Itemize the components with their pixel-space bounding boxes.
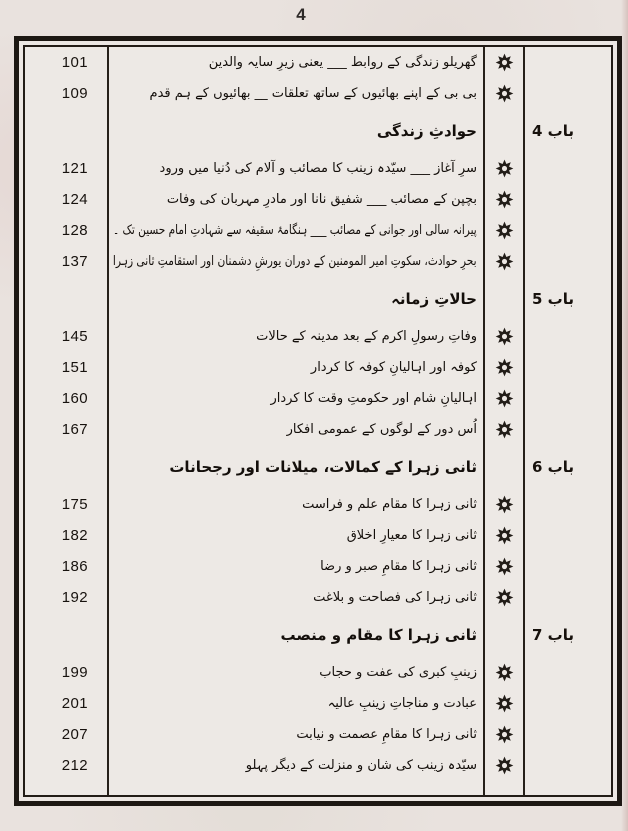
flower-bullet-icon [495, 53, 514, 72]
toc-page-number: 199 [25, 657, 109, 688]
toc-chapter-cell [525, 383, 611, 414]
toc-chapter-cell [525, 78, 611, 109]
chapter-badge: باب 4 [532, 122, 574, 140]
toc-bullet-cell [485, 78, 525, 109]
toc-entry-row [25, 78, 611, 109]
toc-bullet-cell [485, 657, 525, 688]
chapter-badge: باب 7 [532, 626, 574, 644]
toc-page-number: 167 [25, 414, 109, 445]
toc-entry-row [25, 657, 611, 688]
flower-bullet-icon [495, 358, 514, 377]
toc-entry-row [25, 246, 611, 277]
toc-section-title: ثانی زہرا کے کمالات، میلانات اور رجحانات [109, 445, 485, 489]
toc-entry-title: عبادت و مناجاتِ زینبِ عالیہ [109, 688, 485, 719]
toc-chapter-cell [525, 750, 611, 781]
toc-section-row [25, 613, 611, 657]
toc-chapter-cell [525, 520, 611, 551]
toc-entry-row [25, 719, 611, 750]
toc-section-title: ثانی زہرا کا مقام و منصب [109, 613, 485, 657]
toc-bullet-cell [485, 551, 525, 582]
toc-bullet-cell [485, 688, 525, 719]
toc-section-row [25, 277, 611, 321]
toc-chapter-cell [525, 215, 611, 246]
toc-entry-row [25, 153, 611, 184]
toc-entry-row [25, 321, 611, 352]
toc-bullet-cell [485, 153, 525, 184]
toc-chapter-cell [525, 321, 611, 352]
toc-entry-title: ثانی زہرا کا مقامِ صبر و رضا [109, 551, 485, 582]
toc-chapter-cell [525, 657, 611, 688]
toc-table [23, 45, 613, 797]
toc-section-row [25, 445, 611, 489]
flower-bullet-icon [495, 389, 514, 408]
toc-page-number: 109 [25, 78, 109, 109]
toc-bullet-cell [485, 520, 525, 551]
flower-bullet-icon [495, 725, 514, 744]
toc-entry-title: وفاتِ رسولِ اکرم کے بعد مدینہ کے حالات [109, 321, 485, 352]
toc-entry-title: ثانی زہرا کا مقام علم و فراست [109, 489, 485, 520]
toc-bullet-cell [485, 383, 525, 414]
flower-bullet-icon [495, 84, 514, 103]
toc-page-number: 182 [25, 520, 109, 551]
toc-entry-title: ثانی زہرا کا مقامِ عصمت و نیابت [109, 719, 485, 750]
toc-entry-row [25, 215, 611, 246]
toc-chapter-cell [525, 414, 611, 445]
toc-page-number [25, 277, 109, 321]
toc-page-number: 101 [25, 47, 109, 78]
toc-entry-row [25, 184, 611, 215]
toc-entry-title: کوفہ اور اہالیانِ کوفہ کا کردار [109, 352, 485, 383]
toc-page-number: 121 [25, 153, 109, 184]
toc-section-row [25, 109, 611, 153]
toc-entry-title: سیّدہ زینب کی شان و منزلت کے دیگر پہلو [109, 750, 485, 781]
toc-entry-title: ثانی زہرا کی فصاحت و بلاغت [109, 582, 485, 613]
toc-bullet-cell [485, 109, 525, 153]
toc-entry-title: بحرِ حوادث، سکوتِ امیر المومنین کے دوران یورشِ دشمنان اور استقامتِ ثانی زہرا [109, 246, 485, 277]
toc-chapter-cell [525, 47, 611, 78]
toc-bullet-cell [485, 321, 525, 352]
toc-chapter-cell [525, 688, 611, 719]
chapter-badge: باب 5 [532, 290, 574, 308]
toc-page-number: 128 [25, 215, 109, 246]
flower-bullet-icon [495, 557, 514, 576]
toc-entry-row [25, 582, 611, 613]
flower-bullet-icon [495, 252, 514, 271]
toc-bullet-cell [485, 750, 525, 781]
toc-bullet-cell [485, 246, 525, 277]
flower-bullet-icon [495, 190, 514, 209]
toc-chapter-cell [525, 582, 611, 613]
toc-bullet-cell [485, 47, 525, 78]
toc-entry-title: پیرانہ سالی اور جوانی کے مصائب ___ ہنگامۂ سقیفہ سے شہادتِ امام حسین تک ۔ [109, 215, 485, 246]
toc-entry-row [25, 489, 611, 520]
toc-page-number: 145 [25, 321, 109, 352]
toc-bullet-cell [485, 582, 525, 613]
toc-entry-row [25, 750, 611, 781]
toc-bullet-cell [485, 719, 525, 750]
toc-bullet-cell [485, 352, 525, 383]
toc-entry-title: بچپن کے مصائب ___ شفیق نانا اور مادرِ مہربان کی وفات [109, 184, 485, 215]
toc-entry-title: زینبِ کبری کی عفت و حجاب [109, 657, 485, 688]
toc-entry-title: گھریلو زندگی کے روابط ___ یعنی زیرِ سایہ والدین [109, 47, 485, 78]
toc-page-number: 137 [25, 246, 109, 277]
toc-entry-title: ثانی زہرا کا معیارِ اخلاق [109, 520, 485, 551]
chapter-badge: باب 6 [532, 458, 574, 476]
toc-chapter-cell [525, 489, 611, 520]
toc-entry-title: سرِ آغاز ___ سیّدہ زینب کا مصائب و آلام کی دُنیا میں ورود [109, 153, 485, 184]
toc-page-number: 212 [25, 750, 109, 781]
toc-bullet-cell [485, 277, 525, 321]
toc-section-title: حالاتِ زمانہ [109, 277, 485, 321]
toc-chapter-cell [525, 551, 611, 582]
toc-entry-title: اہالیانِ شام اور حکومتِ وقت کا کردار [109, 383, 485, 414]
toc-empty-space [25, 781, 611, 795]
toc-rows [25, 47, 611, 781]
toc-page-number [25, 109, 109, 153]
flower-bullet-icon [495, 327, 514, 346]
toc-page-number: 207 [25, 719, 109, 750]
toc-page-number: 151 [25, 352, 109, 383]
toc-entry-title: اُس دور کے لوگوں کے عمومی افکار [109, 414, 485, 445]
flower-bullet-icon [495, 756, 514, 775]
flower-bullet-icon [495, 694, 514, 713]
toc-chapter-cell [525, 719, 611, 750]
toc-page-number: 175 [25, 489, 109, 520]
toc-page-number: 124 [25, 184, 109, 215]
toc-chapter-cell [525, 352, 611, 383]
toc-bullet-cell [485, 489, 525, 520]
toc-bullet-cell [485, 215, 525, 246]
toc-bullet-cell [485, 613, 525, 657]
toc-page-number: 201 [25, 688, 109, 719]
flower-bullet-icon [495, 420, 514, 439]
toc-bullet-cell [485, 414, 525, 445]
toc-page-number [25, 613, 109, 657]
page-folio: 4 [296, 5, 306, 24]
toc-chapter-cell [525, 153, 611, 184]
flower-bullet-icon [495, 495, 514, 514]
toc-bullet-cell [485, 184, 525, 215]
toc-bullet-cell [485, 445, 525, 489]
toc-entry-row [25, 47, 611, 78]
toc-page-number [25, 445, 109, 489]
toc-chapter-cell [525, 184, 611, 215]
toc-entry-row [25, 551, 611, 582]
page-border-frame [14, 36, 622, 806]
toc-entry-title: بی بی کے اپنے بھائیوں کے ساتھ تعلقات __ بھائیوں کے ہم قدم [109, 78, 485, 109]
toc-chapter-cell [525, 246, 611, 277]
toc-entry-row [25, 352, 611, 383]
flower-bullet-icon [495, 663, 514, 682]
flower-bullet-icon [495, 588, 514, 607]
toc-entry-row [25, 520, 611, 551]
flower-bullet-icon [495, 526, 514, 545]
toc-entry-row [25, 383, 611, 414]
toc-page-number: 192 [25, 582, 109, 613]
flower-bullet-icon [495, 221, 514, 240]
toc-page-number: 186 [25, 551, 109, 582]
toc-entry-row [25, 688, 611, 719]
toc-page-number: 160 [25, 383, 109, 414]
toc-section-title: حوادثِ زندگی [109, 109, 485, 153]
toc-entry-row [25, 414, 611, 445]
flower-bullet-icon [495, 159, 514, 178]
